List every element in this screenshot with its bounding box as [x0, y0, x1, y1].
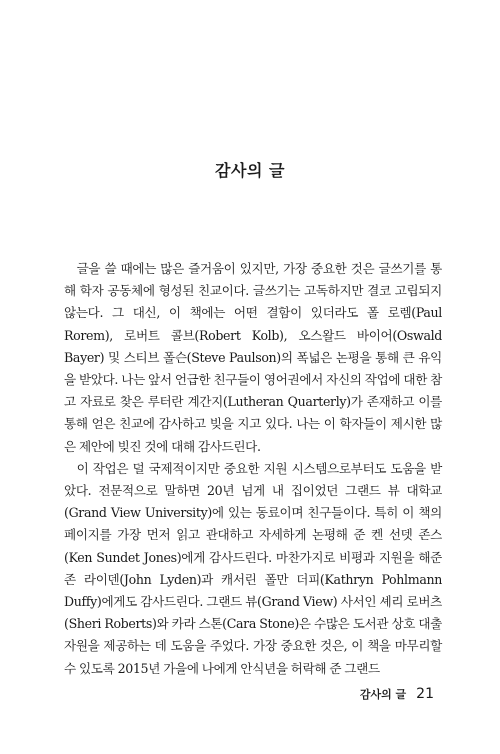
paragraph: 이 작업은 덜 국제적이지만 중요한 지원 시스템으로부터도 도움을 받았다. 전문적으로 말하면 20년 넘게 내 집이었던 그랜드 뷰 대학교(Grand View University)에 있는 동료이며 친구들이다. 특히 이 책의 페이지를 가장 먼저 읽고 관대하고 자세하게 논평해 준 켄 선뎃 존스(Ken Sundet Jones)에게 감사드린다. 마찬가지로 비평과 지원을 해준 존 라이덴(John Lyden)과 캐서린 폴만 더피(Kathryn Pohlmann Duffy)에게도 감사드린다. 그랜드 뷰(Grand View) 사서인 셰리 로버츠(Sheri Roberts)와 카라 스톤(Cara Stone)은 수많은 도서관 상호 대출 자원을 제공하는 데 도움을 주었다. 가장 중요한 것은, 이 책을 마무리할 수 있도록 2015년 가을에 나에게 안식년을 허락해 준 그랜드: [64, 460, 442, 676]
paragraph: 글을 쓸 때에는 많은 즐거움이 있지만, 가장 중요한 것은 글쓰기를 통해 학자 공동체에 형성된 친교이다. 글쓰기는 고독하지만 결코 고립되지 않는다. 그 대신, 이 책에는 어떤 결함이 있더라도 폴 로렘(Paul Rorem), 로버트 콜브(Robert Kolb), 오스왈드 바이어(Oswald Bayer) 및 스티브 폴슨(Steve Paulson)의 폭넓은 논평을 통해 큰 유익을 받았다. 나는 앞서 언급한 친구들이 영어권에서 자신의 작업에 대한 참고 자료로 찾은 루터란 계간지(Lutheran Quarterly)가 존재하고 이를 통해 얻은 친교에 감사하고 빚을 지고 있다. 나는 이 학자들이 제시한 많은 제안에 빚진 것에 대해 감사드린다.: [64, 261, 442, 454]
running-footer: [360, 686, 434, 702]
body-text: [64, 258, 442, 680]
page-title: 감사의 글: [215, 160, 285, 180]
footer-section-title: 감사의 글: [359, 688, 407, 701]
page-number: 21: [416, 686, 434, 702]
